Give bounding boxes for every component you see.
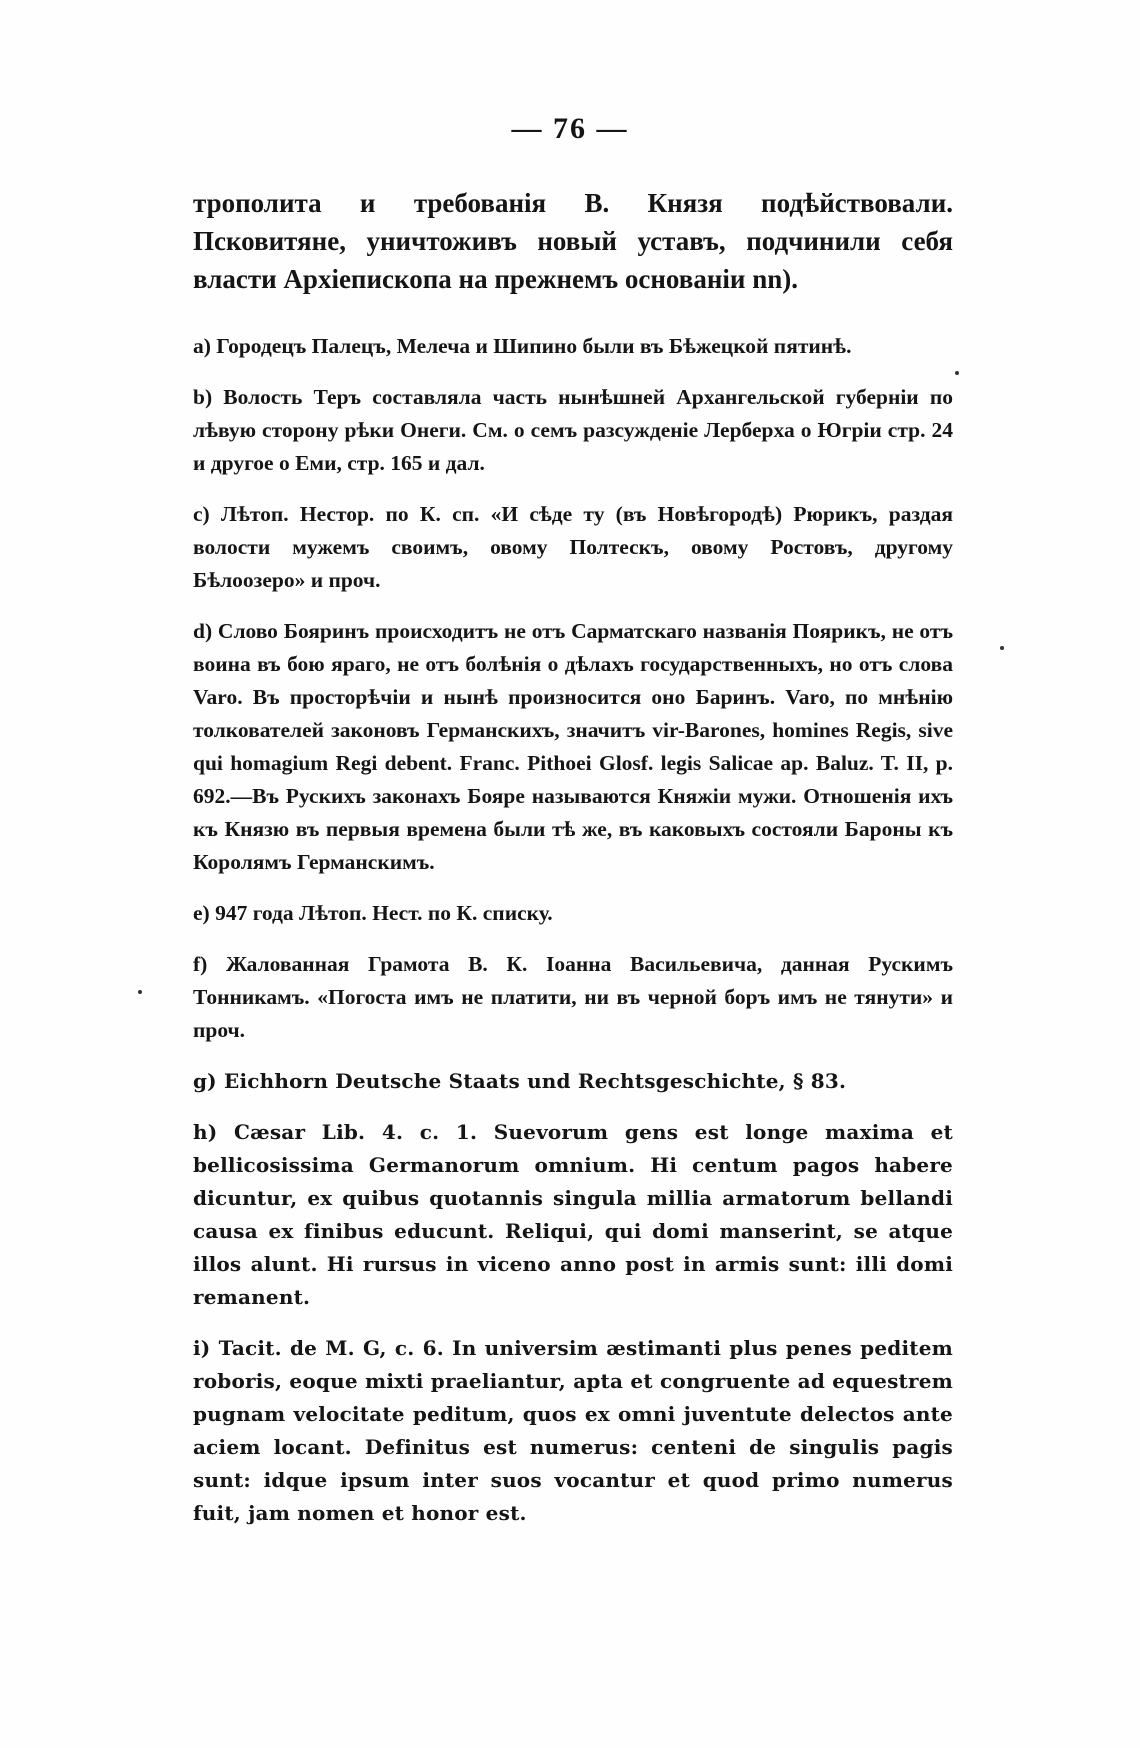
footnote-d: d) Слово Бояринъ происходитъ не отъ Сарматскаго названія Поярикъ, не отъ воина въ бою яраго, не отъ болѣнія о дѣлахъ государственныхъ, но отъ слова Varo. Въ просторѣчіи и нынѣ произносится оно Баринъ. Varo, по мнѣнію толкователей законовъ Германскихъ, значитъ vir-Barones, homines Regis, sive qui homagium Regi debent. Franc. Pithoei Glosf. legis Salicae ap. Baluz. T. II, p. 692.—Въ Рускихъ законахъ Бояре называются Княжіи мужи. Отношенія ихъ къ Князю въ первыя времена были тѣ же, въ каковыхъ состояли Бароны къ Королямъ Германскимъ. bbox=[193, 619, 953, 874]
print-speck bbox=[1000, 646, 1004, 650]
footnote-i: i) Tacit. de M. G, c. 6. In universim æstimanti plus penes peditem roboris, eoque mixti praeliantur, apta et congruente ad equestrem pugnam velocitate peditum, quos ex omni juventute delectos ante aciem locant. Definitus est numerus: centeni de singulis pagis sunt: idque ipsum inter suos vocantur et quod primo numerus fuit, jam nomen et honor est. bbox=[193, 1336, 953, 1525]
print-speck bbox=[138, 990, 142, 994]
footnote-c: c) Лѣтоп. Нестор. по К. сп. «И сѣде ту (въ Новѣгородѣ) Рюрикъ, раздая волости мужемъ своимъ, овому Полтескъ, овому Ростовъ, другому Бѣлоозеро» и проч. bbox=[193, 502, 953, 592]
footnote-f: f) Жалованная Грамота В. К. Іоанна Васильевича, данная Рускимъ Тонникамъ. «Погоста имъ не платити, ни въ черной боръ имъ не тянути» и проч. bbox=[193, 952, 953, 1042]
footnote-h: h) Cæsar Lib. 4. c. 1. Suevorum gens est longe maxima et bellicosissima Germanorum omnium. Hi centum pagos habere dicuntur, ex quibus quotannis singula millia armatorum bellandi causa ex finibus educunt. Reliqui, qui domi manserint, se atque illos alunt. Hi rursus in viceno anno post in armis sunt: illi domi remanent. bbox=[193, 1120, 953, 1309]
print-speck bbox=[955, 371, 959, 375]
footnote-g: g) Eichhorn Deutsche Staats und Rechtsgeschichte, § 83. bbox=[193, 1069, 847, 1093]
footnote-b: b) Волость Теръ составляла часть нынѣшней Архангельской губерніи по лѣвую сторону рѣки Онеги. См. о семъ разсужденіе Лерберха о Югріи стр. 24 и другое о Еми, стр. 165 и дал. bbox=[193, 385, 953, 475]
page-number: — 76 — bbox=[511, 112, 629, 145]
footnote-a: a) Городецъ Палецъ, Мелеча и Шипино были въ Бѣжецкой пятинѣ. bbox=[193, 334, 852, 358]
footnotes-section bbox=[193, 330, 953, 1548]
main-paragraph: трополита и требованія В. Князя подѣйствовали. Псковитяне, уничтоживъ новый уставъ, подчинили себя власти Архіепископа на прежнемъ основаніи nn). bbox=[193, 188, 953, 294]
footnote-e: e) 947 года Лѣтоп. Нест. по К. списку. bbox=[193, 901, 553, 925]
